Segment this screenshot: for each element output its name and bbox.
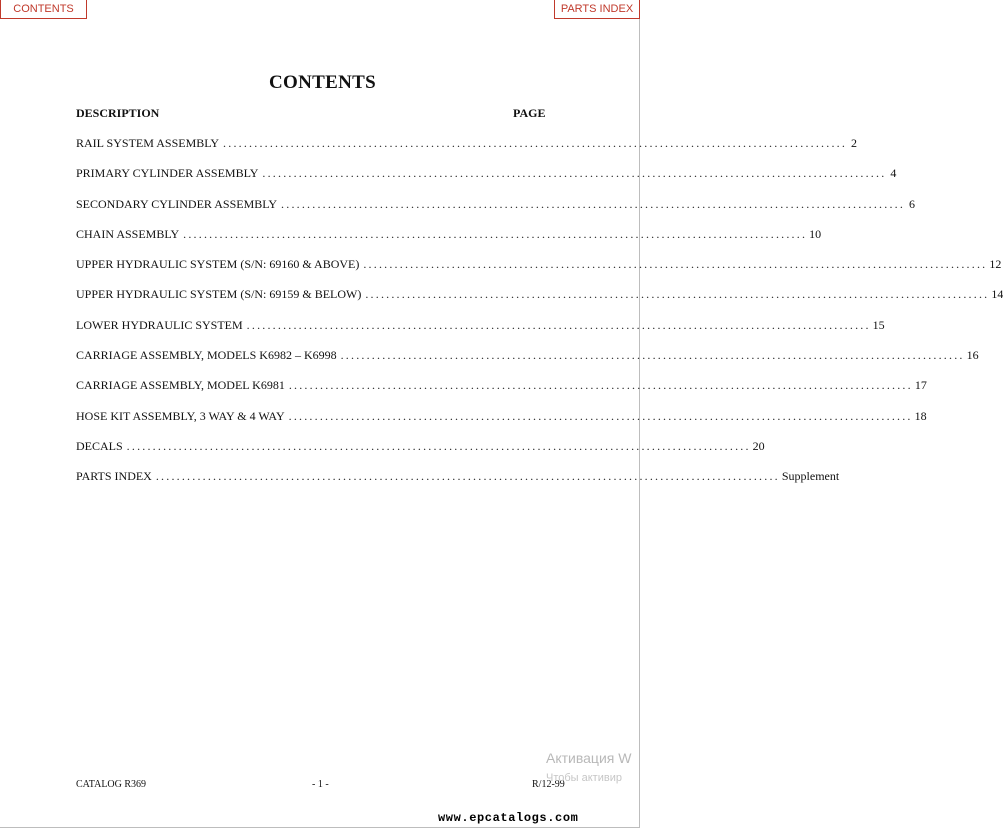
toc-leader-dots: ........................................................................................................................ [262,166,887,181]
toc-entry-page: 17 [914,378,927,393]
toc-entry-label: CARRIAGE ASSEMBLY, MODEL K6981 [76,378,285,393]
toc-entry[interactable] [76,378,927,408]
site-watermark-link[interactable]: www.epcatalogs.com [438,811,579,825]
toc-entry[interactable] [76,196,916,227]
toc-leader-dots: ........................................................................................................................ [155,469,780,484]
toc-leader-dots: ........................................................................................................................ [281,196,906,211]
toc-entry-label: PRIMARY CYLINDER ASSEMBLY [76,166,259,181]
toc-entry-label: CARRIAGE ASSEMBLY, MODELS K6982 – K6998 [76,348,337,363]
toc-entry[interactable] [76,257,1002,287]
windows-activation-watermark: Активация W [546,750,632,766]
toc-entry-label: DECALS [76,438,123,453]
parts-index-nav-button[interactable]: PARTS INDEX [554,0,640,19]
footer-catalog-number: CATALOG R369 [76,779,147,790]
toc-leader-dots: ........................................................................................................................ [288,378,913,393]
toc-leader-dots: ........................................................................................................................ [126,438,751,453]
toc-entry-page: 10 [809,226,822,241]
toc-entry[interactable] [76,438,765,469]
toc-entry[interactable] [76,287,1003,317]
toc-entry[interactable] [76,408,927,439]
toc-entry[interactable] [76,469,840,499]
toc-entry-page: Supplement [781,469,840,484]
page-title: CONTENTS [269,72,376,93]
toc-entry-page: 4 [890,166,897,181]
toc-entry-page: 16 [966,348,979,363]
toc-leader-dots: ........................................................................................................................ [365,287,990,302]
toc-entry-label: UPPER HYDRAULIC SYSTEM (S/N: 69160 & ABOVE) [76,257,360,272]
toc-entry-page: 18 [914,408,927,423]
toc-leader-dots: ........................................................................................................................ [340,348,965,363]
toc-entry-page: 14 [991,287,1003,302]
footer-revision: R/12-99 [532,779,565,790]
toc-entry-label: LOWER HYDRAULIC SYSTEM [76,317,243,332]
toc-entry[interactable] [76,348,979,378]
toc-entry-label: CHAIN ASSEMBLY [76,226,180,241]
toc-entry-page: 6 [909,196,916,211]
page-column-header: PAGE [513,106,546,120]
toc-entry-page: 15 [872,317,885,332]
toc-entry[interactable] [76,317,885,348]
toc-entry-label: SECONDARY CYLINDER ASSEMBLY [76,196,278,211]
toc-entry[interactable] [76,166,897,196]
toc-leader-dots: ........................................................................................................................ [363,257,988,272]
toc-entry[interactable] [76,136,858,166]
toc-leader-dots: ........................................................................................................................ [223,136,848,150]
toc-entry[interactable] [76,226,822,257]
toc-entry-page: 20 [752,438,765,453]
toc-entry-label: RAIL SYSTEM ASSEMBLY [76,136,220,150]
toc-entry-label: HOSE KIT ASSEMBLY, 3 WAY & 4 WAY [76,408,285,423]
toc-leader-dots: ........................................................................................................................ [246,317,871,332]
toc-entry-label: UPPER HYDRAULIC SYSTEM (S/N: 69159 & BELOW) [76,287,362,302]
toc-leader-dots: ........................................................................................................................ [183,226,808,241]
toc-leader-dots: ........................................................................................................................ [288,408,913,423]
table-of-contents [76,136,1003,500]
toc-entry-page: 2 [851,136,858,150]
windows-activation-subtext: Чтобы активир [546,772,622,784]
footer-page-number: - 1 - [312,779,329,790]
description-column-header: DESCRIPTION [76,106,160,120]
toc-entry-label: PARTS INDEX [76,469,152,484]
toc-entry-page: 12 [989,257,1002,272]
contents-nav-button[interactable]: CONTENTS [0,0,87,19]
